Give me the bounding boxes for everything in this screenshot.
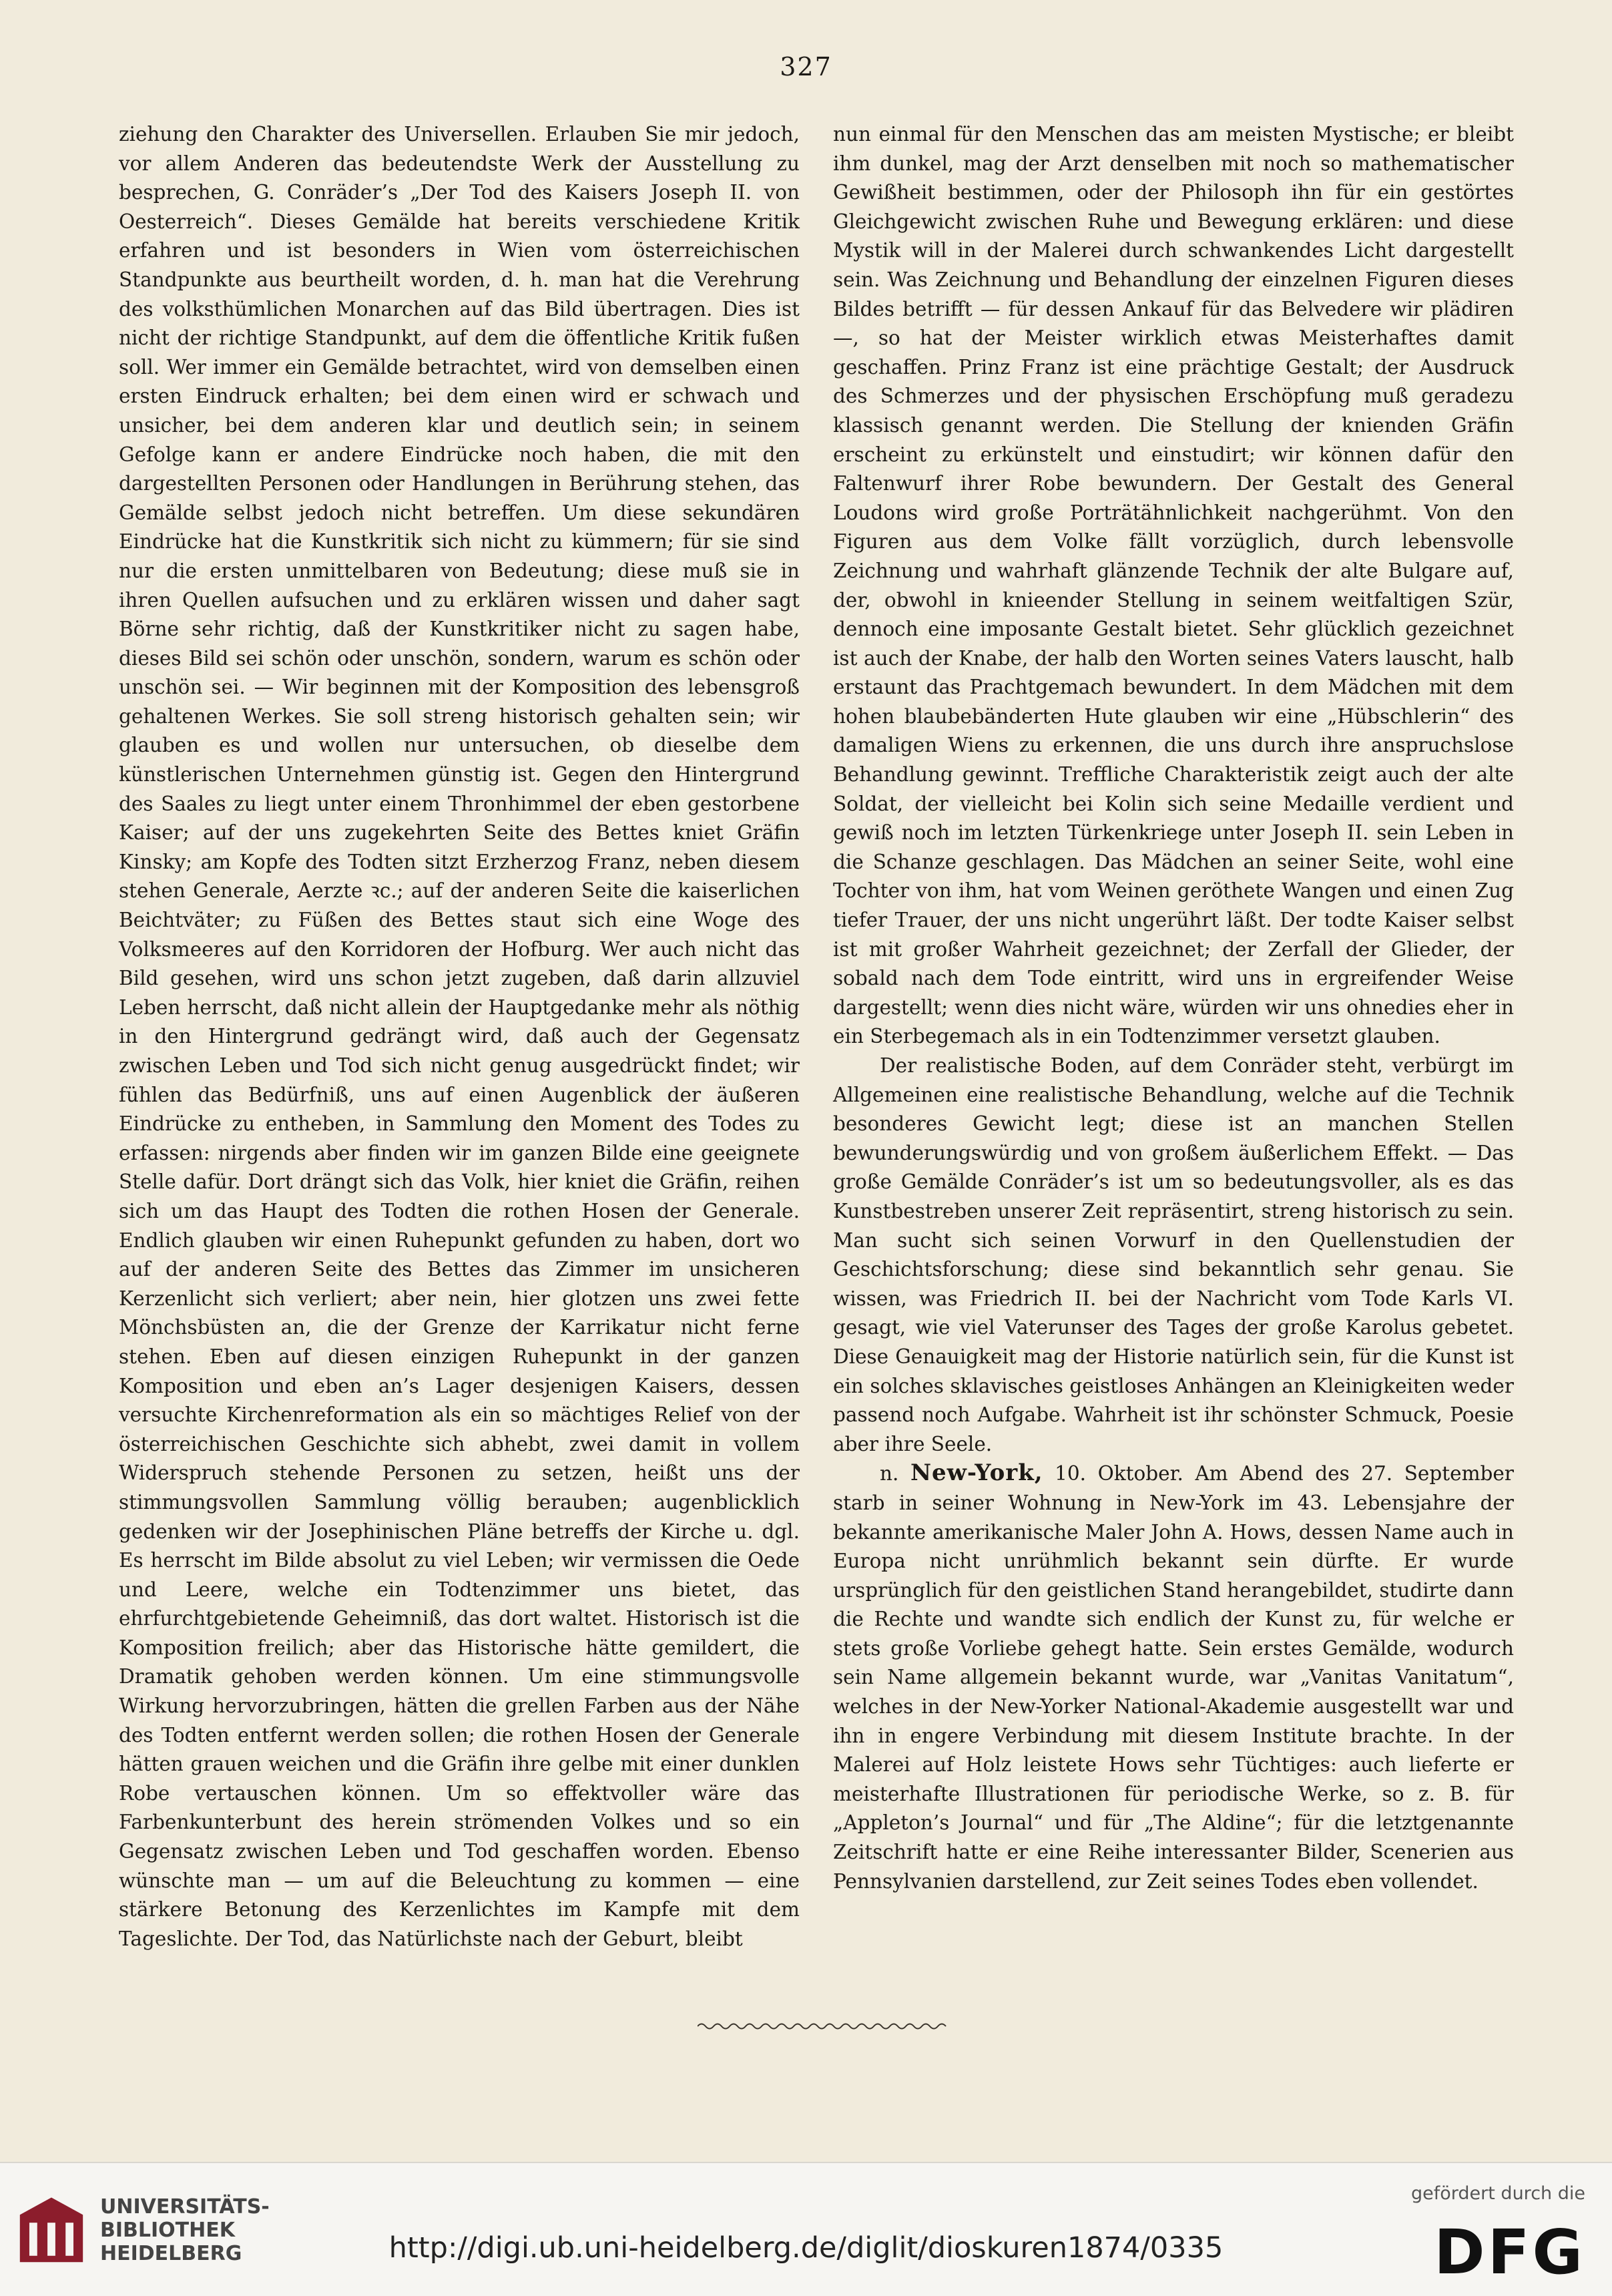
library-name-line: HEIDELBERG — [100, 2242, 242, 2265]
correspondent-sigil: n. — [880, 1462, 899, 1485]
dfg-logo[interactable]: DFG — [1434, 2217, 1585, 2288]
left-column — [119, 120, 800, 1954]
footer-bar — [0, 2162, 1612, 2296]
right-paragraph-2: Der realistische Boden, auf dem Conräder steht, verbürgt im Allgemeinen eine realistische Behandlung, welche auf die Technik besonderes Gewicht legt; diese ist an manchen Stellen bewunderungswürdig und von großem äußerlichem Effekt. — Das große Gemälde Conräder’s ist um so bedeutungsvoller, als es das Kunstbestreben unserer Zeit repräsentirt, streng historisch zu sein. Man sucht sich seinen Vorwurf in den Quellenstudien der Geschichtsforschung; diese sind bekanntlich sehr genau. Sie wissen, was Friedrich II. bei der Nachricht vom Tode Karls VI. gesagt, wie viel Vaterunser des Tages der große Karolus gebetet. Diese Genauigkeit mag der Historie natürlich sein, für die Kunst ist ein solches sklavisches geistloses Anhängen an Kleinigkeiten weder passend noch Aufgabe. Wahrheit ist ihr schönster Schmuck, Poesie aber ihre Seele. — [833, 1054, 1514, 1455]
right-paragraph-1: nun einmal für den Menschen das am meisten Mystische; er bleibt ihm dunkel, mag der Arzt denselben mit noch so mathematischer Gewißheit bestimmen, oder der Philosoph ihn für ein gestörtes Gleichgewicht zwischen Ruhe und Bewegung erklären: und diese Mystik will in der Malerei durch schwankendes Licht dargestellt sein. Was Zeichnung und Behandlung der einzelnen Figuren dieses Bildes betrifft — für dessen Ankauf für das Belvedere wir plädiren —, so hat der Meister wirklich etwas Meisterhaftes damit geschaffen. Prinz Franz ist eine prächtige Gestalt; der Ausdruck des Schmerzes und der physischen Erschöpfung muß geradezu klassisch genannt werden. Die Stellung der knienden Gräfin erscheint zu erkünstelt und einstudirt; wir können dafür den Faltenwurf ihrer Robe bewundern. Der Gestalt des General Loudons wird große Porträtähnlichkeit nachgerühmt. Von den Figuren aus dem Volke fällt vorzüglich, durch lebensvolle Zeichnung und wahrhaft glänzende Technik der alte Bulgare auf, der, obwohl in knieender Stellung in seinem weitfaltigen Szür, dennoch eine imposante Gestalt bietet. Sehr glücklich gezeichnet ist auch der Knabe, der halb den Worten seines Vaters lauscht, halb erstaunt das Prachtgemach bewundert. In dem Mädchen mit dem hohen blaubebänderten Hute glauben wir eine „Hübschlerin“ des damaligen Wiens zu erkennen, die uns durch ihre anspruchslose Behandlung gewinnt. Treffliche Charakteristik zeigt auch der alte Soldat, der vielleicht bei Kolin sich seine Medaille verdient und gewiß noch im letzten Türkenkriege unter Joseph II. sein Leben in die Schanze geschlagen. Das Mädchen an seiner Seite, wohl eine Tochter von ihm, hat vom Weinen geröthete Wangen und einen Zug tiefer Trauer, der uns nicht ungerührt läßt. Der todte Kaiser selbst ist mit großer Wahrheit gezeichnet; der Zerfall der Glieder, der sobald nach dem Tode eintritt, wird uns in ergreifender Weise dargestellt; wenn dies nicht wäre, würden wir uns ohnedies eher in ein Sterbegemach als in ein Todtenzimmer versetzt glauben. — [833, 123, 1514, 1048]
new-york-report: 10. Oktober. Am Abend des 27. September starb in seiner Wohnung in New-York im 43. Lebensjahre der bekannte amerikanische Maler John A. Hows, dessen Name auch in Europa nicht unrühmlich bekannt sein dürfte. Er wurde ursprünglich für den geistlichen Stand herangebildet, studirte dann die Rechte und wandte sich endlich der Kunst zu, für welche er stets große Vorliebe gehegt hatte. Sein erstes Gemälde, wodurch sein Name allgemein bekannt wurde, war „Vanitas Vanitatum“, welches in der New-Yorker National-Akademie ausgestellt war und ihn in engere Verbindung mit diesem Institute brachte. In der Malerei auf Holz leistete Hows sehr Tüchtiges: auch lieferte er meisterhafte Illustrationen für periodische Werke, so z. B. für „Appleton’s Journal“ und für „The Aldine“; für die letztgenannte Zeitschrift hatte er eine Reihe interessanter Bilder, Scenerien aus Pennsylvanien darstellend, zur Zeit seines Todes eben vollendet. — [833, 1462, 1514, 1893]
right-column — [833, 120, 1514, 1896]
library-name-line: BIBLIOTHEK — [100, 2219, 235, 2242]
library-name-line: UNIVERSITÄTS- — [100, 2195, 270, 2219]
right-paragraph-3 — [833, 1459, 1514, 1896]
left-paragraph: ziehung den Charakter des Universellen. Erlauben Sie mir jedoch, vor allem Anderen das bedeutendste Werk der Ausstellung zu besprechen, G. Conräder’s „Der Tod des Kaisers Joseph II. von Oesterreich“. Dieses Gemälde hat bereits verschiedene Kritik erfahren und ist besonders in Wien vom österreichischen Standpunkte aus beurtheilt worden, d. h. man hat die Verehrung des volksthümlichen Monarchen auf das Bild übertragen. Dies ist nicht der richtige Standpunkt, auf dem die öffentliche Kritik fußen soll. Wer immer ein Gemälde betrachtet, wird von demselben einen ersten Eindruck erhalten; bei dem einen wird er schwach und unsicher, bei dem anderen klar und deutlich sein; in seinem Gefolge kann er andere Eindrücke noch haben, die mit den dargestellten Personen oder Handlungen in Berührung stehen, das Gemälde selbst jedoch nicht betreffen. Um diese sekundären Eindrücke hat die Kunstkritik sich nicht zu kümmern; für sie sind nur die ersten unmittelbaren von Bedeutung; diese muß sie in ihren Quellen aufsuchen und zu erklären wissen und daher sagt Börne sehr richtig, daß der Kunstkritiker nicht zu sagen habe, dieses Bild sei schön oder unschön, sondern, warum es schön oder unschön sei. — Wir beginnen mit der Komposition des lebensgroß gehaltenen Werkes. Sie soll streng historisch gehalten sein; wir glauben es und wollen nur untersuchen, ob dieselbe dem künstlerischen Unternehmen günstig ist. Gegen den Hintergrund des Saales zu liegt unter einem Thronhimmel der eben gestorbene Kaiser; auf der uns zugekehrten Seite des Bettes kniet Gräfin Kinsky; am Kopfe des Todten sitzt Erzherzog Franz, neben diesem stehen Generale, Aerzte ꝛc.; auf der anderen Seite die kaiserlichen Beichtväter; zu Füßen des Bettes staut sich eine Woge des Volksmeeres auf den Korridoren der Hofburg. Wer auch nicht das Bild gesehen, wird uns schon jetzt zugeben, daß darin allzuviel Leben herrscht, daß nicht allein der Hauptgedanke mehr als nöthig in den Hintergrund gedrängt wird, daß auch der Gegensatz zwischen Leben und Tod sich nicht genug ausgedrückt findet; wir fühlen das Bedürfniß, uns auf einen Augenblick der äußeren Eindrücke zu entheben, in Sammlung den Moment des Todes zu erfassen: nirgends aber finden wir im ganzen Bilde eine geeignete Stelle dafür. Dort drängt sich das Volk, hier kniet die Gräfin, reihen sich um das Haupt des Todten die rothen Hosen der Generale. Endlich glauben wir einen Ruhepunkt gefunden zu haben, dort wo auf der anderen Seite des Bettes das Zimmer im unsicheren Kerzenlicht sich verliert; aber nein, hier glotzen uns zwei fette Mönchsbüsten an, die der Grenze der Karrikatur nicht ferne stehen. Eben auf diesen einzigen Ruhepunkt in der ganzen Komposition und eben an’s Lager desjenigen Kaisers, dessen versuchte Kirchenreformation als ein so mächtiges Relief von der österreichischen Geschichte sich abhebt, zwei damit in vollem Widerspruch stehende Personen zu setzen, heißt uns der stimmungsvollen Sammlung völlig berauben; augenblicklich gedenken wir der Josephinischen Pläne betreffs der Kirche u. dgl. Es herrscht im Bilde absolut zu viel Leben; wir vermissen die Oede und Leere, welche ein Todtenzimmer uns bietet, das ehrfurchtgebietende Geheimniß, das dort waltet. Historisch ist die Komposition freilich; aber das Historische hätte gemildert, die Dramatik gehoben werden können. Um eine stimmungsvolle Wirkung hervorzubringen, hätten die grellen Farben aus der Nähe des Todten entfernt werden sollen; die rothen Hosen der Generale hätten grauen weichen und die Gräfin ihre gelbe mit einer dunklen Robe vertauschen können. Um so effektvoller wäre das Farbenkunterbunt des herein strömenden Volkes und so ein Gegensatz zwischen Leben und Tod geschaffen worden. Ebenso wünschte man — um auf die Beleuchtung zu kommen — eine stärkere Betonung des Kerzenlichtes im Kampfe mit dem Tageslichte. Der Tod, das Natürlichste nach der Geburt, bleibt — [119, 123, 800, 1950]
permalink-url[interactable]: http://digi.ub.uni-heidelberg.de/diglit/dioskuren1874/0335 — [388, 2231, 1224, 2265]
page-number: 327 — [780, 52, 832, 81]
funded-by-label: gefördert durch die — [1411, 2183, 1585, 2204]
section-heading-new-york: New-York, — [910, 1459, 1043, 1487]
wavy-rule — [698, 2022, 951, 2031]
